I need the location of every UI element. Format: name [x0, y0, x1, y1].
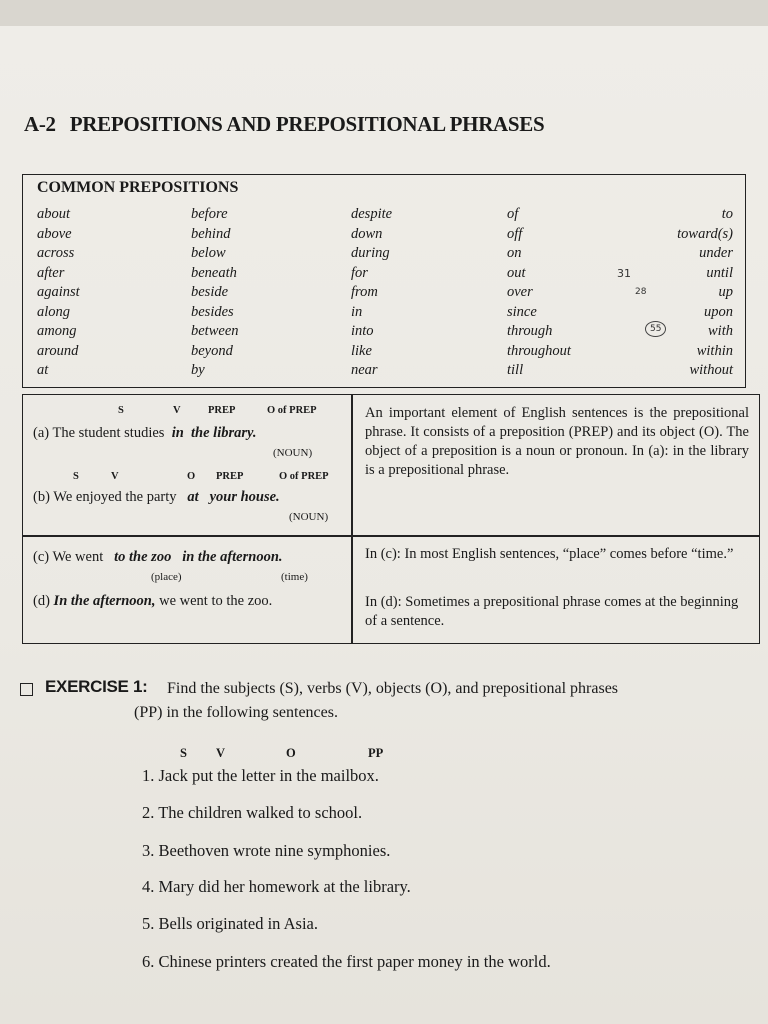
preposition-item: until — [706, 264, 733, 281]
example-b-marker: (b) — [33, 489, 50, 505]
preposition-item: at — [37, 362, 49, 378]
label-oprep-a: O of PREP — [267, 405, 317, 416]
header-pp: PP — [368, 746, 384, 760]
preposition-item: throughout — [507, 342, 571, 359]
example-a-noun-note: (NOUN) — [273, 447, 313, 459]
explanation-place-time: In (c): In most English sentences, “place” comes before “time.” — [365, 546, 734, 562]
example-d-phrase: In the afternoon, — [53, 593, 156, 609]
column-divider — [351, 395, 353, 643]
preposition-item: before — [191, 206, 228, 222]
exercise-sentence-3: 3. Beethoven wrote nine symphonies. — [142, 841, 391, 860]
preposition-item: among — [37, 323, 77, 339]
example-d-text: we went to the zoo. — [159, 593, 273, 609]
label-v-a: V — [173, 405, 181, 416]
explanation-prepositional-phrase: An important element of English sentences is the prepositional phrase. It consists of a preposition (PREP) and its object (O). The object of a preposition is a noun or pronoun. In (a): in the library is a prepositional phrase. — [365, 405, 749, 478]
exercise-sentence-5: 5. Bells originated in Asia. — [142, 914, 318, 933]
preposition-item: on — [507, 245, 522, 261]
example-b-sentence — [33, 489, 280, 506]
label-o-b: O — [187, 471, 196, 482]
preposition-item: of — [507, 206, 519, 222]
example-d-sentence — [33, 593, 272, 610]
preposition-item: between — [191, 323, 239, 339]
preposition-item: in — [351, 303, 363, 320]
row-divider — [23, 535, 759, 537]
label-s-a: S — [118, 405, 124, 416]
preposition-item: beyond — [191, 342, 233, 359]
exercise-instruction-line-1: Find the subjects (S), verbs (V), objects (O), and prepositional phrases — [167, 680, 619, 697]
example-a-sentence — [33, 425, 257, 442]
preposition-item: besides — [191, 303, 234, 320]
preposition-item: without — [689, 362, 733, 378]
example-c-marker: (c) — [33, 549, 50, 565]
preposition-item: during — [351, 245, 390, 261]
exercise-title: EXERCISE 1: — [45, 677, 148, 696]
preposition-item: over — [507, 284, 533, 300]
example-b-text: We enjoyed the party — [53, 489, 177, 505]
preposition-item: through — [507, 323, 553, 339]
section-heading — [24, 112, 544, 137]
exercise-sentence-4: 4. Mary did her homework at the library. — [142, 877, 411, 896]
preposition-column-5 — [659, 205, 733, 381]
preposition-column-3 — [351, 205, 392, 381]
handwritten-note-3: 55 — [645, 321, 666, 337]
preposition-item: against — [37, 284, 80, 300]
preposition-item: beneath — [191, 264, 237, 281]
label-prep-b: PREP — [216, 471, 244, 482]
preposition-item: upon — [704, 303, 733, 320]
example-b-noun-note: (NOUN) — [289, 511, 329, 523]
example-c-place-note: (place) — [151, 571, 182, 583]
preposition-item: within — [696, 342, 733, 359]
explanation-beginning: In (d): Sometimes a prepositional phrase comes at the beginning of a sentence. — [365, 594, 739, 629]
common-prepositions-box — [22, 174, 746, 388]
preposition-item: under — [699, 245, 733, 261]
example-b-prep: at — [187, 489, 199, 505]
example-c-place: to the zoo — [114, 549, 172, 565]
exercise-instruction-line-2: (PP) in the following sentences. — [134, 704, 338, 721]
example-c-text: We went — [52, 549, 104, 565]
preposition-item: out — [507, 264, 526, 281]
preposition-item: with — [708, 323, 733, 339]
preposition-item: below — [191, 245, 226, 261]
header-s: S — [180, 746, 187, 760]
preposition-item: about — [37, 206, 71, 222]
exercise-checkbox[interactable] — [20, 683, 33, 696]
preposition-item: off — [507, 225, 523, 242]
label-oprep-b: O of PREP — [279, 471, 329, 482]
preposition-item: from — [351, 284, 378, 300]
section-title: PREPOSITIONS AND PREPOSITIONAL PHRASES — [69, 112, 545, 136]
example-c-sentence — [33, 549, 283, 566]
exercise-sentence-1: 1. Jack put the letter in the mailbox. — [142, 766, 379, 785]
example-a-text: The student studies — [52, 425, 165, 441]
preposition-item: around — [37, 342, 79, 359]
label-v-b: V — [111, 471, 119, 482]
label-prep-a: PREP — [208, 405, 236, 416]
example-d-marker: (d) — [33, 593, 50, 609]
preposition-item: for — [351, 264, 368, 281]
preposition-item: till — [507, 362, 524, 378]
preposition-item: toward(s) — [677, 225, 733, 242]
section-number: A-2 — [24, 112, 56, 136]
preposition-item: since — [507, 303, 537, 320]
preposition-item: like — [351, 342, 372, 359]
preposition-item: down — [351, 225, 383, 242]
preposition-item: above — [37, 225, 72, 242]
preposition-item: across — [37, 245, 75, 261]
preposition-column-2 — [191, 205, 239, 381]
header-o: O — [286, 746, 296, 760]
preposition-item: behind — [191, 225, 231, 242]
common-prepositions-title: COMMON PREPOSITIONS — [37, 179, 239, 196]
example-b-object: your house. — [209, 489, 280, 505]
preposition-item: up — [718, 284, 733, 300]
examples-table — [22, 394, 760, 644]
preposition-item: beside — [191, 284, 229, 300]
exercise-sentence-6: 6. Chinese printers created the first paper money in the world. — [142, 952, 551, 971]
example-a-prep: in — [171, 425, 184, 441]
label-s-b: S — [73, 471, 79, 482]
preposition-item: near — [351, 362, 378, 378]
preposition-item: by — [191, 362, 205, 378]
preposition-column-1 — [37, 205, 80, 381]
handwritten-note-1: 31 — [617, 267, 631, 280]
exercise-sentence-2: 2. The children walked to school. — [142, 803, 363, 822]
preposition-item: into — [351, 323, 374, 339]
preposition-column-4 — [507, 205, 571, 381]
example-c-time: in the afternoon. — [182, 549, 283, 565]
preposition-item: despite — [351, 206, 393, 222]
example-a-marker: (a) — [33, 425, 50, 441]
preposition-item: to — [721, 206, 733, 222]
example-c-time-note: (time) — [281, 571, 308, 583]
preposition-item: along — [37, 303, 71, 320]
handwritten-note-2: 28 — [635, 287, 647, 297]
header-v: V — [216, 746, 226, 760]
example-a-object: the library. — [191, 425, 257, 441]
preposition-item: after — [37, 264, 65, 281]
